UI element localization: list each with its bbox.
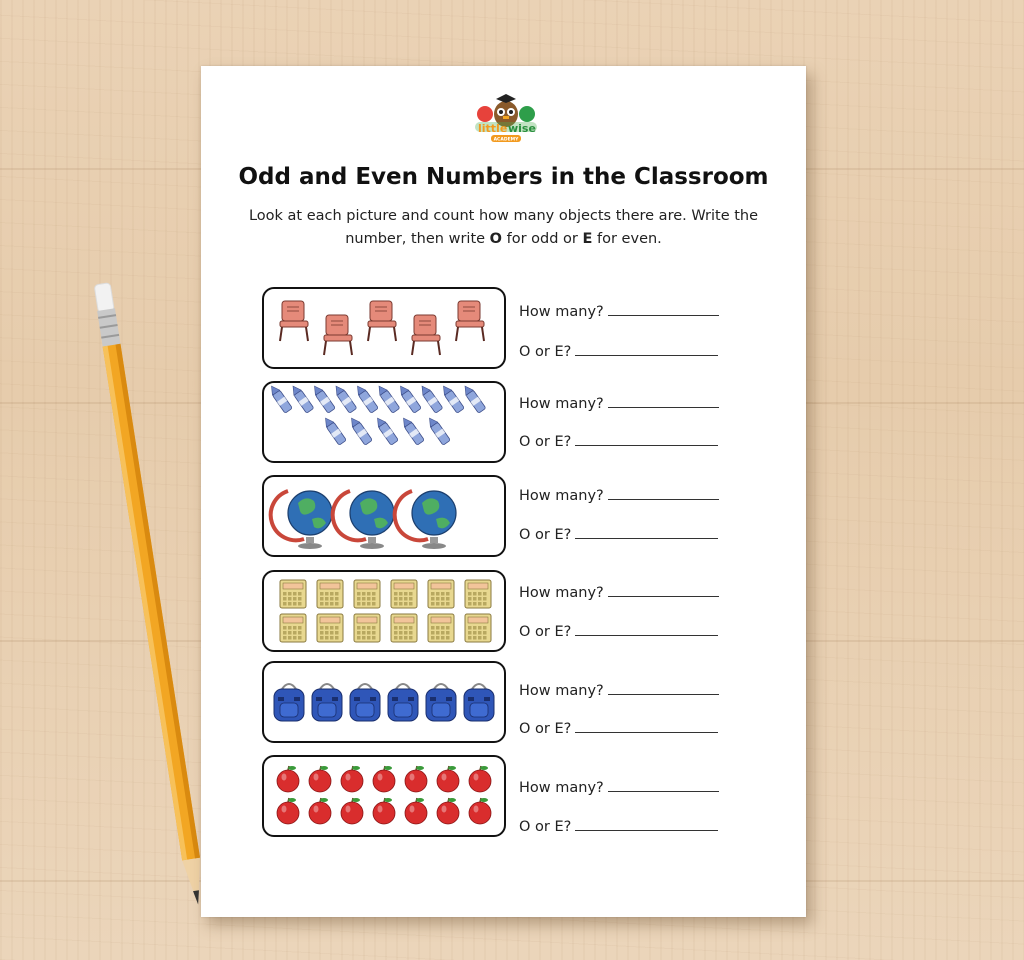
picture-box-calculators xyxy=(262,570,506,652)
crayon-icon xyxy=(440,384,465,414)
count-answer-line-6[interactable] xyxy=(608,777,719,792)
apple-icon xyxy=(277,798,299,824)
calculator-icon xyxy=(465,580,491,608)
worksheet-page xyxy=(201,66,806,917)
calculator-icon xyxy=(428,580,454,608)
owl-graduate-logo xyxy=(471,88,541,144)
calculator-icon xyxy=(465,614,491,642)
calculator-icon xyxy=(317,614,343,642)
chair-icon xyxy=(412,315,440,355)
crayon-icon xyxy=(332,384,357,414)
count-question-1[interactable] xyxy=(519,301,719,320)
count-label-5: How many? xyxy=(519,683,604,699)
odd-even-answer-line-6[interactable] xyxy=(575,816,718,831)
picture-box-apples xyxy=(262,755,506,837)
calculator-icon xyxy=(391,580,417,608)
worksheet-title: Odd and Even Numbers in the Classroom xyxy=(238,164,769,190)
chair-icon xyxy=(368,301,396,341)
count-question-3[interactable] xyxy=(519,485,719,504)
count-label-2: How many? xyxy=(519,396,604,412)
odd-even-question-3[interactable] xyxy=(519,524,718,543)
calculator-icon xyxy=(354,580,380,608)
globe-icon xyxy=(333,491,394,549)
odd-even-label-6: O or E? xyxy=(519,819,572,835)
crayon-group xyxy=(264,383,504,461)
count-label-3: How many? xyxy=(519,488,604,504)
odd-even-answer-line-2[interactable] xyxy=(575,431,718,446)
calculator-icon xyxy=(428,614,454,642)
backpack-icon xyxy=(274,684,304,721)
chair-icon xyxy=(456,301,484,341)
crayon-icon xyxy=(418,384,443,414)
count-question-2[interactable] xyxy=(519,393,719,412)
odd-even-label-4: O or E? xyxy=(519,624,572,640)
count-answer-line-3[interactable] xyxy=(608,485,719,500)
count-question-4[interactable] xyxy=(519,582,719,601)
backpack-icon xyxy=(388,684,418,721)
odd-even-question-5[interactable] xyxy=(519,718,718,737)
odd-even-label-3: O or E? xyxy=(519,527,572,543)
odd-even-answer-line-3[interactable] xyxy=(575,524,718,539)
crayon-icon xyxy=(348,416,373,446)
count-answer-line-4[interactable] xyxy=(608,582,719,597)
calculator-group xyxy=(264,572,504,650)
calculator-icon xyxy=(280,614,306,642)
count-label-1: How many? xyxy=(519,304,604,320)
calculator-icon xyxy=(391,614,417,642)
crayon-icon xyxy=(374,416,399,446)
count-label-6: How many? xyxy=(519,780,604,796)
odd-even-answer-line-5[interactable] xyxy=(575,718,718,733)
backpack-icon xyxy=(312,684,342,721)
instructions-part-2: for odd or xyxy=(502,231,583,247)
apple-icon xyxy=(309,766,331,792)
backpack-icon xyxy=(350,684,380,721)
crayon-icon xyxy=(397,384,422,414)
backpack-icon xyxy=(464,684,494,721)
crayon-icon xyxy=(354,384,379,414)
count-question-5[interactable] xyxy=(519,680,719,699)
apple-icon xyxy=(437,798,459,824)
odd-even-question-2[interactable] xyxy=(519,431,718,450)
logo-word-academy: ACADEMY xyxy=(493,137,519,143)
count-answer-line-2[interactable] xyxy=(608,393,719,408)
backpack-icon xyxy=(426,684,456,721)
apple-icon xyxy=(373,766,395,792)
apple-group xyxy=(264,757,504,835)
logo-word-wise: wise xyxy=(508,122,536,135)
backpack-group xyxy=(264,663,504,741)
globe-icon xyxy=(395,491,456,549)
chair-group xyxy=(264,289,504,367)
chair-icon xyxy=(280,301,308,341)
odd-letter: O xyxy=(489,231,502,247)
logo-word-little: little xyxy=(478,122,508,135)
picture-box-globes xyxy=(262,475,506,557)
odd-even-label-5: O or E? xyxy=(519,721,572,737)
count-question-6[interactable] xyxy=(519,777,719,796)
crayon-icon xyxy=(289,384,314,414)
crayon-icon xyxy=(322,416,347,446)
picture-box-backpacks xyxy=(262,661,506,743)
apple-icon xyxy=(341,766,363,792)
crayon-icon xyxy=(375,384,400,414)
apple-icon xyxy=(437,766,459,792)
odd-even-question-6[interactable] xyxy=(519,816,718,835)
instructions-text xyxy=(246,205,761,251)
calculator-icon xyxy=(280,580,306,608)
apple-icon xyxy=(373,798,395,824)
crayon-icon xyxy=(268,384,293,414)
apple-icon xyxy=(469,766,491,792)
apple-icon xyxy=(405,798,427,824)
odd-even-label-1: O or E? xyxy=(519,344,572,360)
count-answer-line-5[interactable] xyxy=(608,680,719,695)
globe-group xyxy=(264,477,504,555)
instructions-part-1: Look at each picture and count how many objects there are. Write the number, then write xyxy=(248,208,759,247)
even-letter: E xyxy=(582,231,593,247)
instructions-part-3: for even. xyxy=(592,231,662,247)
globe-icon xyxy=(271,491,332,549)
chair-icon xyxy=(324,315,352,355)
calculator-icon xyxy=(317,580,343,608)
pencil-illustration xyxy=(0,0,200,960)
crayon-icon xyxy=(400,416,425,446)
odd-even-question-4[interactable] xyxy=(519,621,718,640)
apple-icon xyxy=(341,798,363,824)
odd-even-label-2: O or E? xyxy=(519,434,572,450)
apple-icon xyxy=(277,766,299,792)
crayon-icon xyxy=(426,416,451,446)
picture-box-chairs xyxy=(262,287,506,369)
crayon-icon xyxy=(311,384,336,414)
crayon-icon xyxy=(461,384,486,414)
apple-icon xyxy=(469,798,491,824)
calculator-icon xyxy=(354,614,380,642)
odd-even-answer-line-4[interactable] xyxy=(575,621,718,636)
apple-icon xyxy=(405,766,427,792)
odd-even-answer-line-1[interactable] xyxy=(575,341,718,356)
count-answer-line-1[interactable] xyxy=(608,301,719,316)
odd-even-question-1[interactable] xyxy=(519,341,718,360)
apple-icon xyxy=(309,798,331,824)
count-label-4: How many? xyxy=(519,585,604,601)
picture-box-crayons xyxy=(262,381,506,463)
